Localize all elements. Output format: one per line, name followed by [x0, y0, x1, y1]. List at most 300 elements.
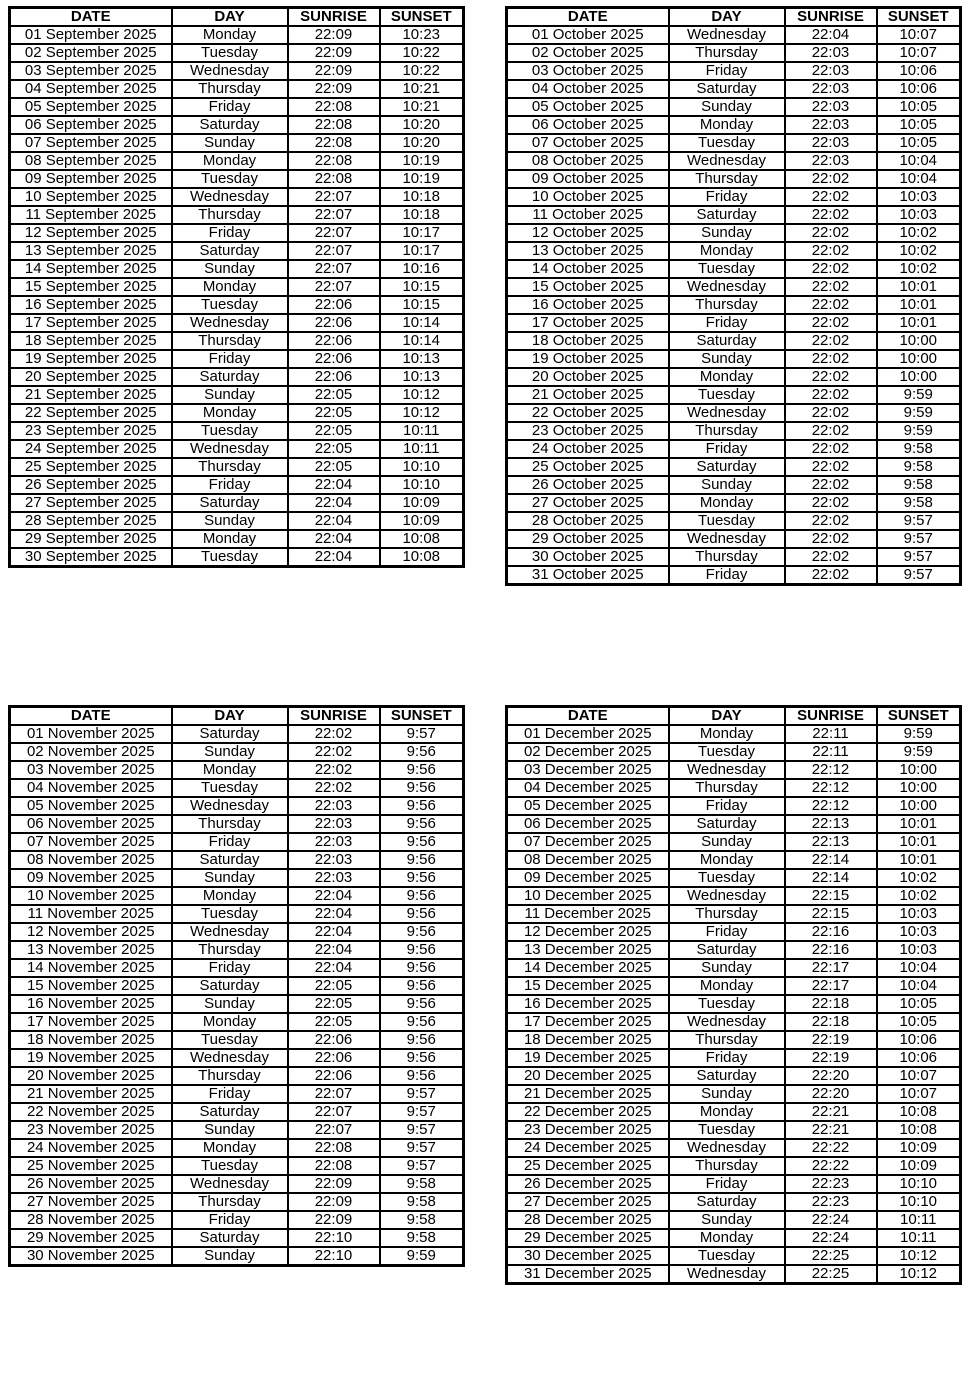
day-cell: Sunday	[669, 224, 785, 242]
day-cell: Tuesday	[669, 1121, 785, 1139]
sunset-cell: 10:09	[877, 1139, 961, 1157]
sunset-cell: 9:56	[380, 1031, 464, 1049]
table-row	[10, 98, 464, 116]
table-row	[10, 1013, 464, 1031]
day-cell: Saturday	[172, 977, 288, 995]
sunset-cell: 9:59	[877, 404, 961, 422]
sunset-cell: 9:59	[380, 1247, 464, 1266]
sunset-cell: 10:19	[380, 170, 464, 188]
sunrise-cell: 22:02	[785, 188, 877, 206]
date-cell: 13 October 2025	[507, 242, 669, 260]
sunrise-cell: 22:02	[785, 422, 877, 440]
table-row	[10, 458, 464, 476]
sunrise-cell: 22:02	[785, 350, 877, 368]
sunrise-cell: 22:09	[288, 80, 380, 98]
table-row	[10, 386, 464, 404]
sunrise-cell: 22:03	[288, 869, 380, 887]
day-cell: Saturday	[669, 332, 785, 350]
table-row	[10, 815, 464, 833]
table-row	[507, 512, 961, 530]
sunset-cell: 9:59	[877, 743, 961, 761]
table-row	[10, 422, 464, 440]
table-row	[507, 314, 961, 332]
table-row	[507, 188, 961, 206]
table-row	[507, 80, 961, 98]
table-row	[507, 404, 961, 422]
sunset-cell: 9:56	[380, 1067, 464, 1085]
sunset-cell: 10:20	[380, 116, 464, 134]
sunrise-cell: 22:18	[785, 995, 877, 1013]
date-cell: 23 October 2025	[507, 422, 669, 440]
date-header: DATE	[10, 707, 172, 726]
date-cell: 15 September 2025	[10, 278, 172, 296]
sunrise-header: SUNRISE	[785, 8, 877, 27]
date-cell: 27 December 2025	[507, 1193, 669, 1211]
date-cell: 10 November 2025	[10, 887, 172, 905]
sunset-cell: 10:22	[380, 44, 464, 62]
sunrise-header: SUNRISE	[785, 707, 877, 726]
sunset-cell: 9:57	[380, 725, 464, 743]
sunrise-cell: 22:13	[785, 815, 877, 833]
sunrise-cell: 22:04	[785, 26, 877, 44]
sunrise-cell: 22:04	[288, 959, 380, 977]
date-cell: 20 November 2025	[10, 1067, 172, 1085]
table-row	[10, 332, 464, 350]
day-cell: Tuesday	[669, 743, 785, 761]
sunset-cell: 10:01	[877, 278, 961, 296]
day-cell: Thursday	[172, 458, 288, 476]
sunrise-cell: 22:24	[785, 1211, 877, 1229]
table-row	[10, 761, 464, 779]
date-cell: 11 October 2025	[507, 206, 669, 224]
table-row	[10, 440, 464, 458]
table-row	[507, 116, 961, 134]
sunset-cell: 10:04	[877, 170, 961, 188]
date-cell: 22 December 2025	[507, 1103, 669, 1121]
date-cell: 24 September 2025	[10, 440, 172, 458]
date-cell: 29 October 2025	[507, 530, 669, 548]
table-row	[10, 1031, 464, 1049]
day-cell: Wednesday	[669, 887, 785, 905]
sunrise-cell: 22:11	[785, 743, 877, 761]
day-cell: Saturday	[669, 458, 785, 476]
sunset-cell: 10:06	[877, 1049, 961, 1067]
table-row	[10, 851, 464, 869]
sunset-cell: 10:06	[877, 80, 961, 98]
sunset-cell: 9:57	[380, 1103, 464, 1121]
sunrise-cell: 22:10	[288, 1229, 380, 1247]
date-cell: 30 November 2025	[10, 1247, 172, 1266]
sunrise-cell: 22:10	[288, 1247, 380, 1266]
sunset-cell: 9:57	[877, 512, 961, 530]
header-row	[10, 707, 464, 726]
sunset-cell: 9:58	[380, 1229, 464, 1247]
day-cell: Friday	[669, 1049, 785, 1067]
table-row	[10, 116, 464, 134]
sunrise-cell: 22:20	[785, 1067, 877, 1085]
table-row	[10, 995, 464, 1013]
date-cell: 11 November 2025	[10, 905, 172, 923]
sunrise-cell: 22:03	[785, 98, 877, 116]
sunrise-cell: 22:07	[288, 260, 380, 278]
sunrise-cell: 22:07	[288, 1121, 380, 1139]
date-cell: 05 December 2025	[507, 797, 669, 815]
sunrise-cell: 22:22	[785, 1139, 877, 1157]
date-cell: 04 November 2025	[10, 779, 172, 797]
table-row	[507, 278, 961, 296]
table-row	[10, 314, 464, 332]
table-row	[507, 941, 961, 959]
date-cell: 21 November 2025	[10, 1085, 172, 1103]
date-cell: 19 November 2025	[10, 1049, 172, 1067]
sunrise-cell: 22:06	[288, 350, 380, 368]
sunrise-cell: 22:03	[785, 80, 877, 98]
day-cell: Sunday	[172, 869, 288, 887]
day-cell: Saturday	[172, 494, 288, 512]
date-cell: 20 October 2025	[507, 368, 669, 386]
sunrise-cell: 22:03	[785, 134, 877, 152]
date-cell: 30 September 2025	[10, 548, 172, 567]
sunrise-cell: 22:21	[785, 1103, 877, 1121]
sunset-header: SUNSET	[877, 8, 961, 27]
date-cell: 02 September 2025	[10, 44, 172, 62]
day-cell: Thursday	[669, 44, 785, 62]
day-cell: Monday	[669, 494, 785, 512]
sunset-cell: 10:07	[877, 1085, 961, 1103]
table-row	[10, 797, 464, 815]
day-cell: Monday	[669, 725, 785, 743]
table-row	[507, 62, 961, 80]
sunrise-cell: 22:20	[785, 1085, 877, 1103]
sunset-cell: 9:56	[380, 743, 464, 761]
date-cell: 06 September 2025	[10, 116, 172, 134]
sunrise-cell: 22:04	[288, 887, 380, 905]
sunrise-cell: 22:04	[288, 476, 380, 494]
sunrise-cell: 22:12	[785, 761, 877, 779]
table-row	[507, 1013, 961, 1031]
day-cell: Monday	[172, 152, 288, 170]
sunrise-cell: 22:02	[288, 743, 380, 761]
day-cell: Saturday	[669, 1067, 785, 1085]
sunrise-cell: 22:11	[785, 725, 877, 743]
day-cell: Sunday	[172, 1121, 288, 1139]
sunrise-cell: 22:02	[785, 368, 877, 386]
date-cell: 22 November 2025	[10, 1103, 172, 1121]
day-header: DAY	[669, 707, 785, 726]
sunset-cell: 10:11	[877, 1229, 961, 1247]
sunrise-cell: 22:02	[785, 206, 877, 224]
day-cell: Friday	[669, 62, 785, 80]
sunrise-cell: 22:04	[288, 512, 380, 530]
day-cell: Friday	[669, 797, 785, 815]
sunset-cell: 10:13	[380, 350, 464, 368]
sunrise-cell: 22:04	[288, 941, 380, 959]
sunrise-cell: 22:09	[288, 62, 380, 80]
table-row	[10, 494, 464, 512]
table-row	[507, 1193, 961, 1211]
day-cell: Sunday	[669, 98, 785, 116]
sunset-cell: 10:00	[877, 350, 961, 368]
table-row	[507, 332, 961, 350]
table-row	[10, 1193, 464, 1211]
date-cell: 07 December 2025	[507, 833, 669, 851]
table-row	[507, 851, 961, 869]
sunrise-cell: 22:08	[288, 134, 380, 152]
date-cell: 25 December 2025	[507, 1157, 669, 1175]
day-cell: Wednesday	[669, 278, 785, 296]
date-cell: 15 October 2025	[507, 278, 669, 296]
day-cell: Monday	[669, 242, 785, 260]
date-cell: 02 December 2025	[507, 743, 669, 761]
date-cell: 08 September 2025	[10, 152, 172, 170]
october-table	[505, 6, 962, 586]
day-cell: Sunday	[172, 512, 288, 530]
day-cell: Sunday	[669, 476, 785, 494]
sunrise-cell: 22:16	[785, 941, 877, 959]
sunrise-cell: 22:02	[785, 476, 877, 494]
sunset-cell: 10:04	[877, 977, 961, 995]
sunrise-cell: 22:02	[288, 725, 380, 743]
day-cell: Monday	[669, 368, 785, 386]
date-cell: 20 December 2025	[507, 1067, 669, 1085]
sunset-cell: 10:14	[380, 332, 464, 350]
sunrise-cell: 22:23	[785, 1193, 877, 1211]
november-table	[8, 705, 465, 1267]
date-cell: 05 October 2025	[507, 98, 669, 116]
sunset-cell: 10:12	[380, 404, 464, 422]
day-cell: Friday	[172, 224, 288, 242]
sunrise-cell: 22:09	[288, 44, 380, 62]
sunset-cell: 9:56	[380, 905, 464, 923]
table-row	[507, 797, 961, 815]
sunset-cell: 10:01	[877, 296, 961, 314]
table-row	[507, 566, 961, 585]
december-table	[505, 705, 962, 1285]
day-cell: Friday	[172, 98, 288, 116]
date-cell: 31 October 2025	[507, 566, 669, 585]
day-cell: Wednesday	[172, 314, 288, 332]
day-cell: Saturday	[172, 1229, 288, 1247]
table-row	[10, 923, 464, 941]
sunset-cell: 9:56	[380, 1049, 464, 1067]
date-cell: 04 September 2025	[10, 80, 172, 98]
day-cell: Friday	[669, 923, 785, 941]
sunset-cell: 10:00	[877, 368, 961, 386]
day-cell: Thursday	[669, 548, 785, 566]
sunset-cell: 9:56	[380, 923, 464, 941]
sunrise-cell: 22:02	[288, 761, 380, 779]
sunset-cell: 10:02	[877, 869, 961, 887]
day-cell: Sunday	[172, 743, 288, 761]
table-row	[507, 1031, 961, 1049]
sunrise-cell: 22:03	[288, 815, 380, 833]
day-cell: Thursday	[669, 296, 785, 314]
table-row	[10, 1175, 464, 1193]
date-cell: 13 December 2025	[507, 941, 669, 959]
sunrise-cell: 22:04	[288, 530, 380, 548]
table-row	[10, 224, 464, 242]
sunset-cell: 10:11	[380, 440, 464, 458]
table-row	[507, 725, 961, 743]
sunset-cell: 10:05	[877, 1013, 961, 1031]
sunrise-cell: 22:02	[785, 494, 877, 512]
september-table	[8, 6, 465, 568]
date-cell: 28 September 2025	[10, 512, 172, 530]
table-row	[507, 1175, 961, 1193]
day-cell: Friday	[172, 476, 288, 494]
table-row	[507, 959, 961, 977]
date-cell: 01 November 2025	[10, 725, 172, 743]
table-row	[507, 224, 961, 242]
day-cell: Thursday	[669, 1157, 785, 1175]
day-cell: Sunday	[172, 386, 288, 404]
date-cell: 07 November 2025	[10, 833, 172, 851]
sunrise-cell: 22:02	[785, 332, 877, 350]
date-cell: 09 November 2025	[10, 869, 172, 887]
sunrise-cell: 22:05	[288, 404, 380, 422]
date-cell: 22 September 2025	[10, 404, 172, 422]
day-cell: Thursday	[669, 170, 785, 188]
sunrise-cell: 22:05	[288, 422, 380, 440]
sunrise-cell: 22:07	[288, 242, 380, 260]
sunrise-cell: 22:02	[785, 314, 877, 332]
sunset-cell: 10:00	[877, 761, 961, 779]
sunrise-cell: 22:12	[785, 779, 877, 797]
sunset-cell: 10:03	[877, 905, 961, 923]
day-cell: Wednesday	[669, 1013, 785, 1031]
table-row	[10, 1247, 464, 1266]
day-cell: Tuesday	[669, 386, 785, 404]
day-cell: Saturday	[172, 242, 288, 260]
day-cell: Saturday	[172, 725, 288, 743]
sunset-cell: 9:56	[380, 959, 464, 977]
date-cell: 22 October 2025	[507, 404, 669, 422]
day-cell: Thursday	[172, 206, 288, 224]
sunrise-cell: 22:08	[288, 98, 380, 116]
sunset-cell: 9:58	[877, 458, 961, 476]
day-cell: Friday	[172, 350, 288, 368]
date-cell: 26 October 2025	[507, 476, 669, 494]
sunrise-cell: 22:21	[785, 1121, 877, 1139]
day-cell: Wednesday	[669, 1139, 785, 1157]
day-cell: Monday	[669, 1229, 785, 1247]
date-cell: 24 December 2025	[507, 1139, 669, 1157]
date-cell: 01 December 2025	[507, 725, 669, 743]
date-header: DATE	[507, 707, 669, 726]
sunset-cell: 9:56	[380, 1013, 464, 1031]
day-cell: Thursday	[669, 1031, 785, 1049]
table-row	[507, 26, 961, 44]
table-row	[10, 152, 464, 170]
sunset-cell: 10:05	[877, 98, 961, 116]
sunset-cell: 10:17	[380, 242, 464, 260]
day-cell: Saturday	[669, 815, 785, 833]
sunset-cell: 9:57	[380, 1085, 464, 1103]
sunset-cell: 10:19	[380, 152, 464, 170]
table-row	[10, 530, 464, 548]
day-cell: Wednesday	[669, 1265, 785, 1284]
sunrise-cell: 22:14	[785, 851, 877, 869]
sunrise-cell: 22:02	[785, 458, 877, 476]
sunset-cell: 10:08	[380, 548, 464, 567]
table-row	[10, 977, 464, 995]
sunrise-cell: 22:05	[288, 995, 380, 1013]
sunrise-cell: 22:15	[785, 887, 877, 905]
date-cell: 03 November 2025	[10, 761, 172, 779]
day-cell: Friday	[669, 1175, 785, 1193]
sunset-cell: 10:07	[877, 1067, 961, 1085]
sunset-cell: 9:56	[380, 761, 464, 779]
sunset-cell: 10:02	[877, 260, 961, 278]
sunrise-cell: 22:07	[288, 224, 380, 242]
day-cell: Sunday	[172, 134, 288, 152]
table-row	[10, 296, 464, 314]
sunrise-cell: 22:02	[785, 224, 877, 242]
table-row	[10, 743, 464, 761]
header-row	[10, 8, 464, 27]
date-cell: 30 October 2025	[507, 548, 669, 566]
date-cell: 17 December 2025	[507, 1013, 669, 1031]
date-cell: 05 September 2025	[10, 98, 172, 116]
table-row	[507, 296, 961, 314]
sunset-cell: 10:17	[380, 224, 464, 242]
sunrise-cell: 22:08	[288, 152, 380, 170]
day-cell: Wednesday	[669, 530, 785, 548]
day-cell: Friday	[669, 566, 785, 585]
day-cell: Friday	[669, 314, 785, 332]
table-row	[10, 278, 464, 296]
sunset-cell: 9:56	[380, 887, 464, 905]
table-row	[10, 512, 464, 530]
sunrise-cell: 22:06	[288, 368, 380, 386]
sunrise-cell: 22:03	[288, 797, 380, 815]
date-cell: 21 September 2025	[10, 386, 172, 404]
table-row	[10, 62, 464, 80]
day-cell: Wednesday	[669, 404, 785, 422]
day-cell: Sunday	[172, 1247, 288, 1266]
date-cell: 01 October 2025	[507, 26, 669, 44]
table-row	[10, 833, 464, 851]
sunrise-cell: 22:12	[785, 797, 877, 815]
day-cell: Tuesday	[172, 296, 288, 314]
sunset-cell: 10:11	[380, 422, 464, 440]
date-cell: 12 September 2025	[10, 224, 172, 242]
date-cell: 13 November 2025	[10, 941, 172, 959]
date-cell: 10 September 2025	[10, 188, 172, 206]
table-row	[507, 440, 961, 458]
day-cell: Thursday	[669, 779, 785, 797]
sunrise-cell: 22:07	[288, 1103, 380, 1121]
table-row	[10, 1157, 464, 1175]
day-cell: Friday	[172, 1211, 288, 1229]
table-row	[507, 923, 961, 941]
sunrise-cell: 22:06	[288, 314, 380, 332]
sunset-cell: 10:04	[877, 152, 961, 170]
sunset-cell: 9:57	[877, 530, 961, 548]
date-cell: 18 November 2025	[10, 1031, 172, 1049]
date-cell: 06 November 2025	[10, 815, 172, 833]
date-cell: 07 September 2025	[10, 134, 172, 152]
table-row	[10, 941, 464, 959]
table-row	[507, 170, 961, 188]
day-cell: Friday	[172, 833, 288, 851]
sunrise-cell: 22:13	[785, 833, 877, 851]
sunrise-cell: 22:24	[785, 1229, 877, 1247]
date-cell: 16 September 2025	[10, 296, 172, 314]
table-row	[10, 1121, 464, 1139]
day-cell: Friday	[669, 188, 785, 206]
date-cell: 11 December 2025	[507, 905, 669, 923]
